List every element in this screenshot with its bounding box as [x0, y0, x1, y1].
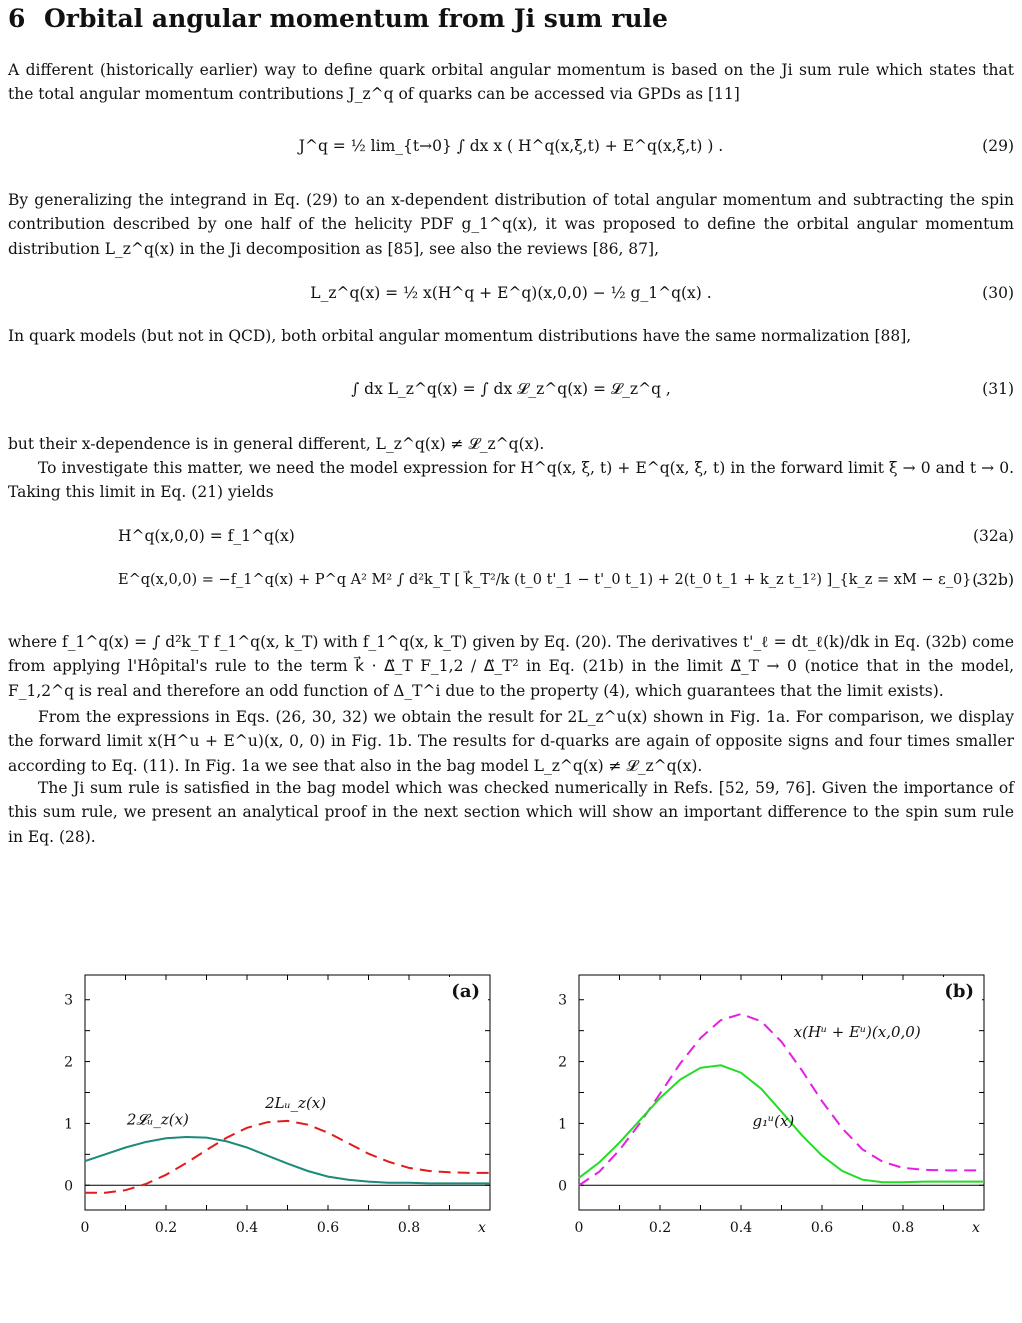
equation-31-tag: (31): [982, 380, 1014, 398]
equation-31-body: ∫ dx L_z^q(x) = ∫ dx 𝓛_z^q(x) = 𝓛_z^q ,: [351, 380, 671, 398]
y-tick-label: 0: [558, 1178, 567, 1195]
series-annotation: g₁ᵘ(x): [752, 1111, 795, 1130]
paragraph-3: In quark models (but not in QCD), both orbital angular momentum distributions have the same normalization [88],: [8, 327, 912, 345]
paragraph-2: By generalizing the integrand in Eq. (29) to an x-dependent distribution of total angular momentum and subtracting the spin contribution described by one half of the helicity PDF g_1^q(x), it was proposed to define the orbital angular momentum distribution L_z^q(x) in the Ji decomposition as [85], see also the reviews [86, 87],: [8, 191, 1014, 258]
equation-32a-body: H^q(x,0,0) = f_1^q(x): [118, 527, 295, 545]
x-tick-label: 0.2: [648, 1220, 672, 1236]
series-line-1: [579, 1014, 984, 1185]
paragraph-5: To investigate this matter, we need the model expression for H^q(x, ξ, t) + E^q(x, ξ, t) in the forward limit ξ → 0 and t → 0. Taking this limit in Eq. (21) yields: [8, 459, 1014, 502]
x-tick-label: 0.4: [235, 1220, 259, 1236]
section-number: 6: [8, 4, 26, 33]
series-annotation: 2𝓛ᵤ_z(x): [126, 1110, 189, 1129]
section-heading: [8, 4, 668, 33]
paragraph-8: The Ji sum rule is satisfied in the bag model which was checked numerically in Refs. [52, 59, 76]. Given the importance of this sum rule, we present an analytical proof in the next section which will show an important difference to the spin sum rule in Eq. (28).: [8, 779, 1014, 846]
panel-label: (a): [451, 981, 480, 1002]
x-tick-label: 0.2: [154, 1220, 178, 1236]
plot-frame: [85, 975, 490, 1210]
x-tick-label: 0.8: [891, 1220, 915, 1236]
y-tick-label: 2: [558, 1054, 567, 1071]
x-tick-label: 0.8: [397, 1220, 421, 1236]
y-tick-label: 1: [558, 1116, 567, 1133]
x-tick-label: 0.6: [810, 1220, 834, 1236]
x-axis-label: x: [477, 1220, 486, 1236]
y-tick-label: 2: [64, 1054, 73, 1071]
equation-29-tag: (29): [982, 137, 1014, 155]
y-tick-label: 3: [558, 992, 567, 1009]
series-annotation: x(Hᵘ + Eᵘ)(x,0,0): [793, 1022, 921, 1041]
equation-32a-tag: (32a): [972, 527, 1014, 545]
paragraph-7: From the expressions in Eqs. (26, 30, 32) we obtain the result for 2L_z^u(x) shown in Fig. 1a. For comparison, we display the forward limit x(H^u + E^u)(x, 0, 0) in Fig. 1b. The results for d-quarks are again of opposite signs and four times smaller according to Eq. (11). In Fig. 1a we see that also in the bag model L_z^q(x) ≠ 𝓛_z^q(x).: [8, 708, 1014, 775]
panel-label: (b): [944, 981, 974, 1002]
series-line-1: [85, 1137, 490, 1183]
equation-30-body: L_z^q(x) = ½ x(H^q + E^q)(x,0,0) − ½ g_1^q(x) .: [310, 284, 712, 302]
equation-29-body: J^q = ½ lim_{t→0} ∫ dx x ( H^q(x,ξ,t) + E^q(x,ξ,t) ) .: [298, 137, 724, 155]
equation-31: [8, 376, 1014, 402]
equation-30-tag: (30): [982, 284, 1014, 302]
x-axis-label: x: [971, 1220, 980, 1236]
x-tick-label: 0: [574, 1220, 584, 1236]
plot-frame: [579, 975, 984, 1210]
figure-panel-b: [514, 965, 1014, 1265]
figure-panel-a: [20, 965, 520, 1265]
paragraph-4: but their x-dependence is in general different, L_z^q(x) ≠ 𝓛_z^q(x).: [8, 435, 545, 453]
equation-30: [8, 280, 1014, 306]
paragraph-1: A different (historically earlier) way to define quark orbital angular momentum is based on the Ji sum rule which states that the total angular momentum contributions J_z^q of quarks can be accessed via GPDs as [11]: [8, 61, 1014, 104]
y-tick-label: 1: [64, 1116, 73, 1133]
series-annotation: 2Lᵤ_z(x): [265, 1093, 327, 1112]
y-tick-label: 3: [64, 992, 73, 1009]
equation-32b-body: E^q(x,0,0) = −f_1^q(x) + P^q A² M² ∫ d²k_T [ k⃗_T²/k (t_0 t'_1 − t'_0 t_1) + 2(t_0 t_1 + k_z t_1²) ]_{k_z = xM − ε_0} .: [118, 572, 981, 588]
equation-32b-tag: (32b): [972, 571, 1014, 589]
y-tick-label: 0: [64, 1178, 73, 1195]
x-tick-label: 0: [80, 1220, 90, 1236]
section-title: Orbital angular momentum from Ji sum rule: [44, 4, 668, 33]
equation-29: [8, 133, 1014, 159]
equation-32a: [8, 523, 1014, 549]
equation-32b: [8, 567, 1014, 593]
x-tick-label: 0.6: [316, 1220, 340, 1236]
paragraph-6: where f_1^q(x) = ∫ d²k_T f_1^q(x, k_T) with f_1^q(x, k_T) given by Eq. (20). The derivatives t'_ℓ = dt_ℓ(k)/dk in Eq. (32b) come from applying l'Hôpital's rule to the term k⃗ · Δ⃗_T F_1,2 / Δ⃗_T² in Eq. (21b) in the limit Δ⃗_T → 0 (notice that in the model, F_1,2^q is real and therefore an odd function of Δ_T^i due to the property (4), which guarantees that the limit exists).: [8, 633, 1014, 700]
series-line-2: [85, 1121, 490, 1193]
x-tick-label: 0.4: [729, 1220, 753, 1236]
